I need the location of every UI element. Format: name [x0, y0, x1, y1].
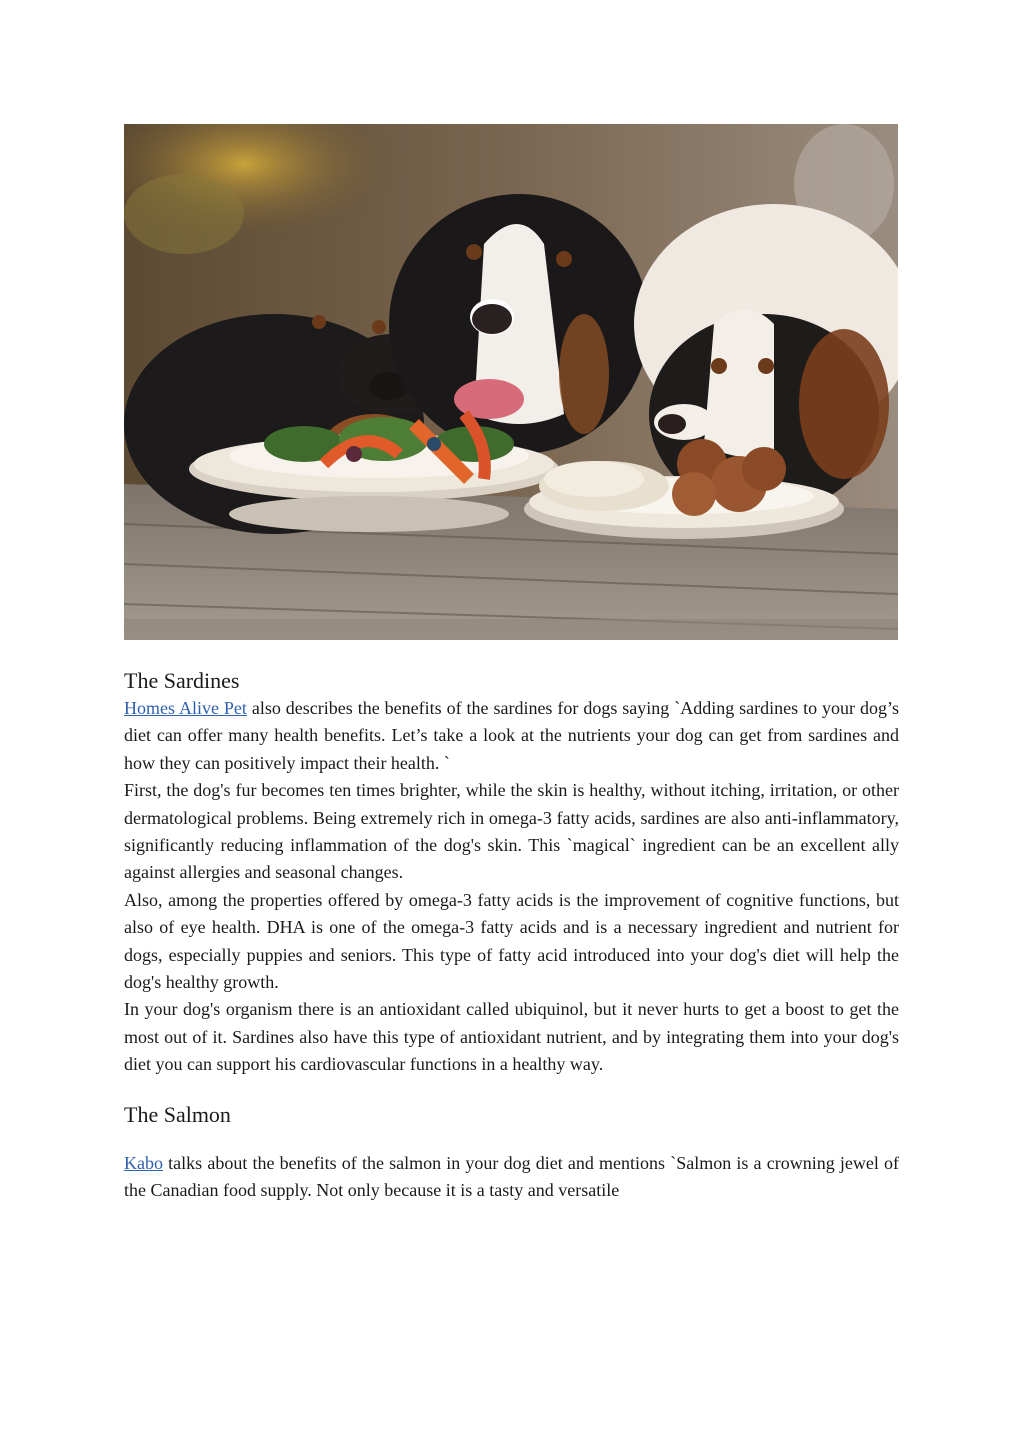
paragraph-text: also describes the benefits of the sardines for dogs saying `Adding sardines to your dog’s diet can offer many health benefits. Let’s take a look at the nutrients your dog can get from sardines and how they can positively impact their health. `: [124, 698, 899, 773]
homes-alive-pet-link[interactable]: Homes Alive Pet: [124, 698, 247, 718]
paragraph-salmon-intro: [124, 1150, 899, 1205]
paragraph-fur-skin: First, the dog's fur becomes ten times brighter, while the skin is healthy, without itching, irritation, or other dermatological problems. Being extremely rich in omega-3 fatty acids, sardines are also anti-inflammatory, significantly reducing inflammation of the dog's skin. This `magical` ingredient can be an excellent ally against allergies and seasonal changes.: [124, 780, 899, 883]
document-page: [124, 124, 899, 1205]
dogs-eating-photo: [124, 124, 898, 640]
paragraph-text: talks about the benefits of the salmon in your dog diet and mentions `Salmon is a crowning jewel of the Canadian food supply. Not only because it is a tasty and versatile: [124, 1152, 899, 1201]
paragraph-omega3-cognitive: Also, among the properties offered by omega-3 fatty acids is the improvement of cognitive functions, but also of eye health. DHA is one of the omega-3 fatty acids and is a necessary ingredient and nutrient for dogs, especially puppies and seniors. This type of fatty acid introduced into your dog's diet will help the dog's healthy growth.: [124, 889, 899, 993]
paragraph-ubiquinol: In your dog's organism there is an antioxidant called ubiquinol, but it never hurts to get a boost to get the most out of it. Sardines also have this type of antioxidant nutrient, and by integrating them into your dog's diet you can support his cardiovascular functions in a healthy way.: [124, 999, 899, 1075]
kabo-link[interactable]: Kabo: [124, 1152, 163, 1173]
paragraph-sardines-intro: [124, 695, 899, 777]
section-title-salmon: The Salmon: [124, 1101, 231, 1127]
section-title-sardines: The Sardines: [124, 668, 240, 693]
